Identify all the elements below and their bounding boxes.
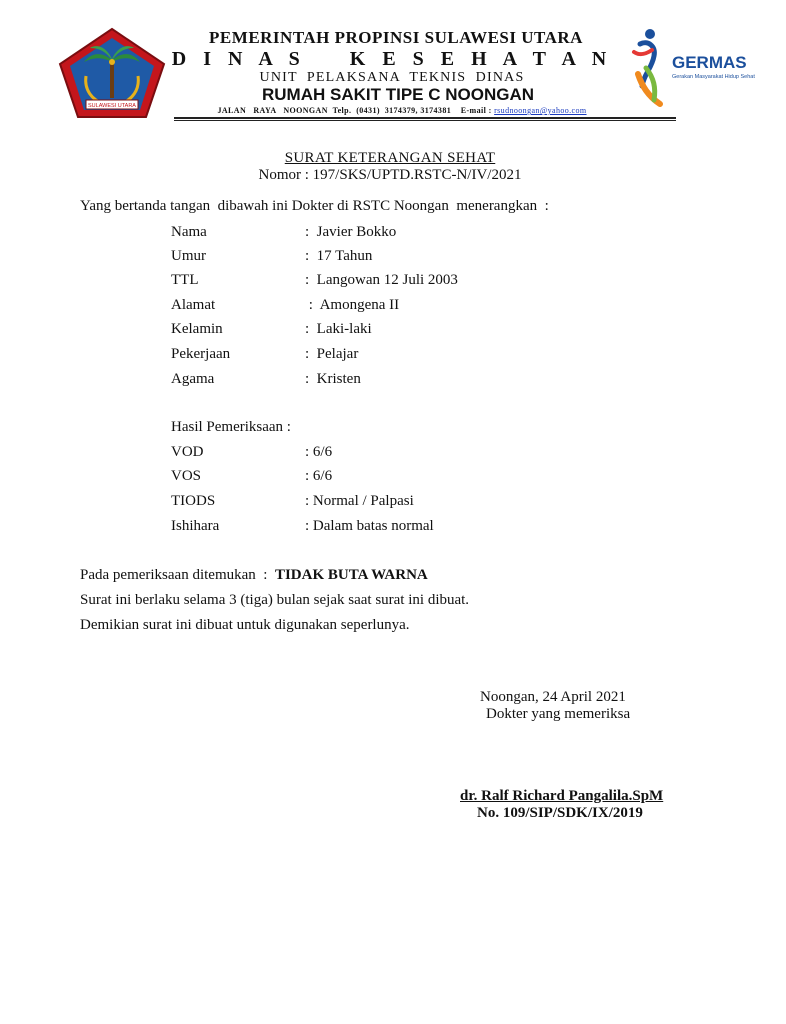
letterhead-address (18, 106, 786, 115)
patient-value: : 17 Tahun (305, 248, 373, 264)
exam-label: TIODS (171, 493, 216, 509)
exam-label: Ishihara (171, 518, 220, 534)
email-link[interactable]: rsudnoongan@yahoo.com (494, 106, 587, 115)
germas-tagline: Gerakan Masyarakat Hidup Sehat (672, 74, 755, 80)
doctor-name: dr. Ralf Richard Pangalila.SpM (460, 788, 664, 804)
validity-statement: Surat ini berlaku selama 3 (tiga) bulan sejak saat surat ini dibuat. (80, 592, 470, 608)
place-date: Noongan, 24 April 2021 (480, 689, 626, 705)
doctor-license-number: No. 109/SIP/SDK/IX/2019 (477, 805, 643, 821)
exam-label: VOS (171, 468, 202, 484)
closing-statement: Demikian surat ini dibuat untuk digunakan seperlunya. (80, 617, 410, 633)
patient-label: Umur (171, 248, 206, 264)
patient-value: : Amongena II (305, 297, 400, 313)
patient-value: : Javier Bokko (305, 224, 397, 240)
patient-value: : Kristen (305, 371, 361, 387)
findings-line (80, 567, 428, 584)
patient-value: : Pelajar (305, 346, 359, 362)
patient-label: Nama (171, 224, 207, 240)
letterhead-agency-line: D I N A S K E S E H A T A N (171, 48, 613, 70)
signatory-role: Dokter yang memeriksa (486, 706, 631, 722)
letterhead-divider-thin (174, 120, 676, 121)
letterhead-divider-thick (174, 117, 676, 119)
germas-wordmark: GERMAS (672, 53, 747, 72)
document-title: SURAT KETERANGAN SEHAT (284, 150, 496, 166)
exam-value: : 6/6 (305, 468, 333, 484)
patient-label: Alamat (171, 297, 216, 313)
patient-value: : Langowan 12 Juli 2003 (305, 272, 458, 288)
exam-value: : 6/6 (305, 444, 333, 460)
letterhead-hospital-name: RUMAH SAKIT TIPE C NOONGAN (262, 85, 534, 104)
exam-heading: Hasil Pemeriksaan : (171, 419, 291, 435)
patient-label: TTL (171, 272, 199, 288)
document-number: Nomor : 197/SKS/UPTD.RSTC-N/IV/2021 (258, 167, 522, 183)
emblem-ribbon-text: SULAWESI UTARA (88, 103, 136, 109)
patient-label: Kelamin (171, 321, 223, 337)
patient-label: Pekerjaan (171, 346, 231, 362)
letterhead-unit-line: UNIT PELAKSANA TEKNIS DINAS (259, 70, 525, 85)
intro-statement: Yang bertanda tangan dibawah ini Dokter di RSTC Noongan menerangkan : (80, 198, 549, 214)
findings-result: TIDAK BUTA WARNA (274, 567, 428, 583)
exam-value: : Normal / Palpasi (305, 493, 414, 509)
patient-value: : Laki-laki (305, 321, 372, 337)
letterhead-government-line: PEMERINTAH PROPINSI SULAWESI UTARA (209, 28, 583, 47)
address-text: JALAN RAYA NOONGAN Telp. (0431) 3174379, 3174381 E-mail : (217, 106, 495, 115)
exam-value: : Dalam batas normal (305, 518, 434, 534)
exam-label: VOD (171, 444, 204, 460)
findings-prefix: Pada pemeriksaan ditemukan : (80, 567, 275, 583)
patient-label: Agama (171, 371, 215, 387)
